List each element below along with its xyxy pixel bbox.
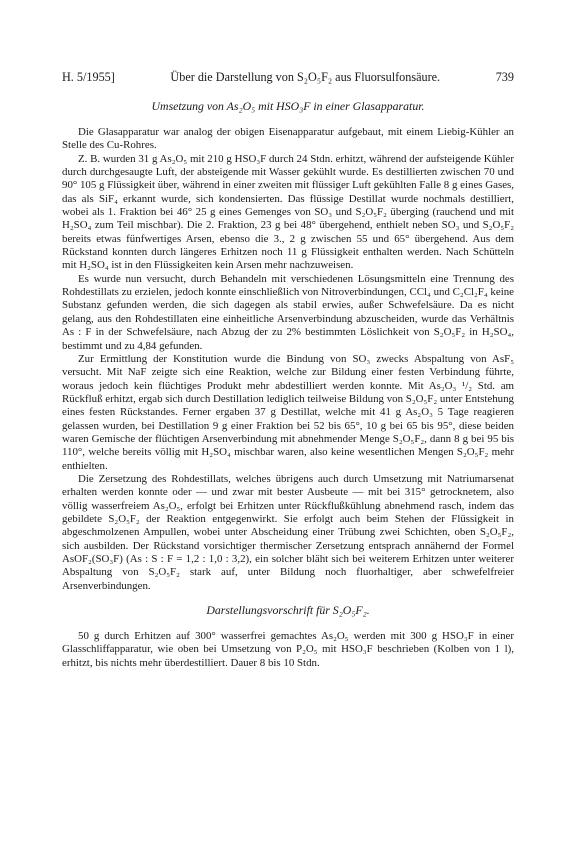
paragraph-separation: Es wurde nun versucht, durch Behandeln mit verschiedenen Lösungsmitteln eine Trennung des Rohdestillats zu erzielen, jedoch konnte einschließlich von Nitroverbindungen, CCl₄ und C₂Cl₂F₄ keine Substanz gefunden werden, die sich dagegen als stabil erwies, außer Schwefelsäure. Da es nicht gelang, aus den Rohdestillaten eine einheitliche Arsenverbindung abzuscheiden, wurde das Verhältnis As : F in der Schwefelsäure, nach Abzug der zu 2% bestimmten Löslichkeit von S₂O₅F₂ in H₂SO₄, bestimmt und zu 4,84 gefunden. — [62, 272, 514, 352]
running-title: Über die Darstellung von S₂O₅F₂ aus Fluorsulfonsäure. — [170, 70, 441, 84]
running-header — [62, 70, 514, 85]
page-number: 739 — [495, 70, 514, 84]
paragraph-decomposition: Die Zersetzung des Rohdestillats, welches übrigens auch durch Umsetzung mit Natriumarsenat erhalten werden konnte oder — und zwar mit bester Ausbeute — mit bei 315° getrocknetem, also völlig wasserfreiem As₂O₅, erfolgt bei Erhitzen unter Rückflußkühlung abnehmend rasch, indem das gebildete S₂O₅F₂ der Reaktion entgegenwirkt. Sie erfolgt auch beim Stehen der Flüssigkeit in abgeschmolzenen Ampullen, wobei unter Abscheidung einer Trübung zwei Schichten, oben S₂O₅F₂, sich ausbilden. Der Rückstand vorsichtiger thermischer Zersetzung entsprach annähernd der Formel AsOF₂(SO₃F) (As : S : F = 1,2 : 1,0 : 3,2), ein solcher bläht sich bei weiterem Erhitzen unter weiterer Abspaltung von S₂O₅F₂ stark auf, unter Bildung noch fluorhaltiger, aber schwefelfreier Arsenverbindungen. — [62, 472, 514, 592]
paragraph-constitution: Zur Ermittlung der Konstitution wurde die Bindung von SO₃ zwecks Abspaltung von AsF₅ versucht. Mit NaF zeigte sich eine Reaktion, welche zur Bildung einer festen Verbindung führte, woraus jedoch kein flüchtiges Produkt mehr abdestilliert werden konnte. Mit As₂O₃ ¹/₂ Std. am Rückfluß erhitzt, ergab sich durch Destillation lediglich teilweise Bildung von S₂O₅F₂ unter Entstehung eines festen Rückstandes. Ferner ergaben 37 g Destillat, welche mit 41 g As₂O₃ 5 Tage reagieren gelassen wurden, bei Destillation 9 g einer Fraktion bei 52 bis 65°, 10 g bei 65 bis 95°, diese beiden waren Gemische der flüchtigen Arsenverbindung mit abnehmender Menge S₂O₅F₂, dann 8 g bei 95 bis 110°, welche bereits völlig mit H₂SO₄ mischbar waren, also keine wesentlichen Mengen S₂O₅F₂ mehr enthielten. — [62, 352, 514, 472]
paragraph-apparatus: Die Glasapparatur war analog der obigen Eisenapparatur aufgebaut, mit einem Liebig-Kühler an Stelle des Cu-Rohres. — [62, 126, 514, 152]
journal-issue-label: H. 5/1955] — [62, 70, 115, 84]
section-heading-darstellungsvorschrift: Darstellungsvorschrift für S₂O₅F₂. — [206, 603, 370, 618]
paragraph-experiment: Z. B. wurden 31 g As₂O₅ mit 210 g HSO₃F durch 24 Stdn. erhitzt, während der aufsteigende Kühler durch durchgesaugte Luft, der absteigende mit Wasser gekühlt wurde. Es destillierten zwischen 70 und 90° 105 g Flüssigkeit über, während in einer zweiten mit flüssiger Luft gekühlten Falle 8 g eines Gases, das als SiF₄ erkannt wurde, sich kondensierten. Das flüssige Destillat wurde nochmals destilliert, wobei als 1. Fraktion bei 46° 25 g eines Gemenges von SO₃ und S₂O₅F₂ überging (rauchend und mit H₂SO₄ zum Teil mischbar). Die 2. Fraktion, 23 g bei 48° übergehend, enthielt neben SO₃ und S₂O₅F₂ bereits etwas fünfwertiges Arsen, ebenso die 3., 2 g zwischen 55 und 65° übergehend. Aus dem Rückstand konnten durch längeres Erhitzen noch 11 g Flüssigkeit enthalten werden. Nach Schütteln mit H₂SO₄ ist in den Flüssigkeiten kein Arsen mehr nachzuweisen. — [62, 152, 514, 272]
journal-page — [62, 70, 514, 670]
section-heading-glasapparatur: Umsetzung von As₂O₅ mit HSO₃F in einer Glasapparatur. — [151, 99, 425, 113]
paragraph-procedure: 50 g durch Erhitzen auf 300° wasserfrei gemachtes As₂O₅ werden mit 300 g HSO₃F in einer Glasschliffapparatur, wie oben bei Umsetzung von P₂O₅ mit HSO₃F beschrieben (Kolben von 1 l), erhitzt, bis nichts mehr überdestilliert. Dauer 8 bis 10 Stdn. — [62, 630, 514, 669]
